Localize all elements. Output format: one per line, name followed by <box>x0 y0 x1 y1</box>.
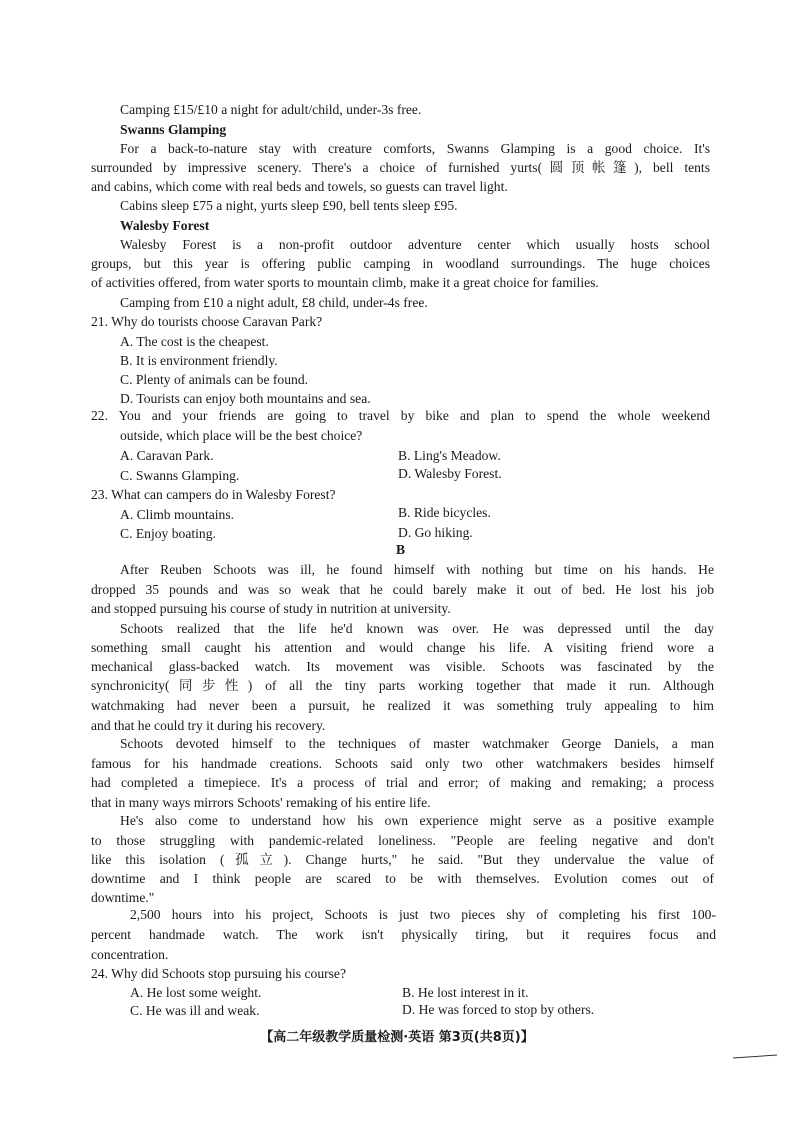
q24-option-d: D. He was forced to stop by others. <box>402 1002 595 1017</box>
q21-option-d: D. Tourists can enjoy both mountains and sea. <box>120 391 371 406</box>
passage-b-p1-line-1: After Reuben Schoots was ill, he found himself with nothing but time on his hands. He <box>120 562 714 577</box>
passage-b-p5-line-1: 2,500 hours into his project, Schoots is just two pieces shy of completing his first 100- <box>130 907 716 922</box>
passage-b-p3-line-1: Schoots devoted himself to the techniques of master watchmaker George Daniels, a man <box>120 736 714 751</box>
passage-b-p2-line-3: mechanical glass-backed watch. Its movement was visible. Schoots was fascinated by the <box>91 659 714 674</box>
q24-option-c: C. He was ill and weak. <box>130 1003 260 1018</box>
walesby-para-line-3: of activities offered, from water sports to mountain climb, make it a great choice for families. <box>91 275 599 290</box>
swanns-para-line-2: surrounded by impressive scenery. There's a choice of furnished yurts(圆顶帐篷), bell tents <box>91 160 710 175</box>
passage-b-p1-line-3: and stopped pursuing his course of study in nutrition at university. <box>91 601 451 616</box>
q24-option-b: B. He lost interest in it. <box>402 985 529 1000</box>
passage-b-p4-line-1: He's also come to understand how his own experience might serve as a positive example <box>120 813 714 828</box>
passage-b-p2-line-5: watchmaking had never been a pursuit, he realized it was something truly appealing to him <box>91 698 714 713</box>
passage-b-p2-line-4: synchronicity(同步性) of all the tiny parts working together that made it run. Although <box>91 678 714 693</box>
q22-option-a: A. Caravan Park. <box>120 448 214 463</box>
passage-b-p5-line-2: percent handmade watch. The work isn't physically tiring, but it requires focus and <box>91 927 716 942</box>
q22-stem-line-1: 22. You and your friends are going to travel by bike and plan to spend the whole weekend <box>91 408 710 423</box>
pen-stroke-mark <box>733 1054 777 1058</box>
passage-b-p3-line-2: famous for his handmade creations. Schoots said only two other watchmakers besides himself <box>91 756 714 771</box>
page-footer: 【高二年级教学质量检测·英语 第3页(共8页)】 <box>260 1030 534 1045</box>
passage-b-p2-line-6: and that he could try it during his recovery. <box>91 718 326 733</box>
q24-option-a: A. He lost some weight. <box>130 985 262 1000</box>
q23-option-c: C. Enjoy boating. <box>120 526 216 541</box>
q21-option-a: A. The cost is the cheapest. <box>120 334 269 349</box>
section-b-heading: B <box>396 542 406 557</box>
swanns-price: Cabins sleep £75 a night, yurts sleep £90, bell tents sleep £95. <box>120 198 458 213</box>
q22-option-d: D. Walesby Forest. <box>398 466 502 481</box>
passage-b-p2-line-1: Schoots realized that the life he'd known was over. He was depressed until the day <box>120 621 714 636</box>
passage-b-p3-line-4: that in many ways mirrors Schoots' remaking of his entire life. <box>91 795 431 810</box>
q22-option-b: B. Ling's Meadow. <box>398 448 501 463</box>
swanns-para-line-1: For a back-to-nature stay with creature comforts, Swanns Glamping is a good choice. It's <box>120 141 710 156</box>
q24-stem: 24. Why did Schoots stop pursuing his course? <box>91 966 346 981</box>
q23-option-d: D. Go hiking. <box>398 525 473 540</box>
q22-stem-line-2: outside, which place will be the best choice? <box>120 428 363 443</box>
walesby-heading: Walesby Forest <box>120 218 210 233</box>
passage-b-p4-line-2: to those struggling with pandemic-related loneliness. "People are feeling negative and don't <box>91 833 714 848</box>
walesby-para-line-2: groups, but this year is offering public camping in woodland surroundings. The huge choices <box>91 256 710 271</box>
walesby-price: Camping from £10 a night adult, £8 child, under-4s free. <box>120 295 428 310</box>
passage-b-p4-line-5: downtime." <box>91 890 155 905</box>
passage-b-p5-line-3: concentration. <box>91 947 169 962</box>
q23-option-a: A. Climb mountains. <box>120 507 235 522</box>
q21-option-b: B. It is environment friendly. <box>120 353 278 368</box>
passage-b-p2-line-2: something small caught his attention and would change his life. A visiting friend wore a <box>91 640 714 655</box>
q21-option-c: C. Plenty of animals can be found. <box>120 372 309 387</box>
walesby-para-line-1: Walesby Forest is a non-profit outdoor adventure center which usually hosts school <box>120 237 710 252</box>
q23-stem: 23. What can campers do in Walesby Forest? <box>91 487 336 502</box>
camping-price-line: Camping £15/£10 a night for adult/child, under-3s free. <box>120 102 422 117</box>
q21-stem: 21. Why do tourists choose Caravan Park? <box>91 314 323 329</box>
passage-b-p1-line-2: dropped 35 pounds and was so weak that he could barely make it out of bed. He lost his job <box>91 582 714 597</box>
passage-b-p4-line-4: downtime and I think people are scared to be with themselves. Evolution comes out of <box>91 871 714 886</box>
q22-option-c: C. Swanns Glamping. <box>120 468 240 483</box>
swanns-para-line-3: and cabins, which come with real beds and towels, so guests can travel light. <box>91 179 508 194</box>
passage-b-p4-line-3: like this isolation (孤立). Change hurts," he said. "But they undervalue the value of <box>91 852 714 867</box>
swanns-heading: Swanns Glamping <box>120 122 227 137</box>
passage-b-p3-line-3: had completed a timepiece. It's a process of trial and error; of making and remaking; a process <box>91 775 714 790</box>
q23-option-b: B. Ride bicycles. <box>398 505 491 520</box>
